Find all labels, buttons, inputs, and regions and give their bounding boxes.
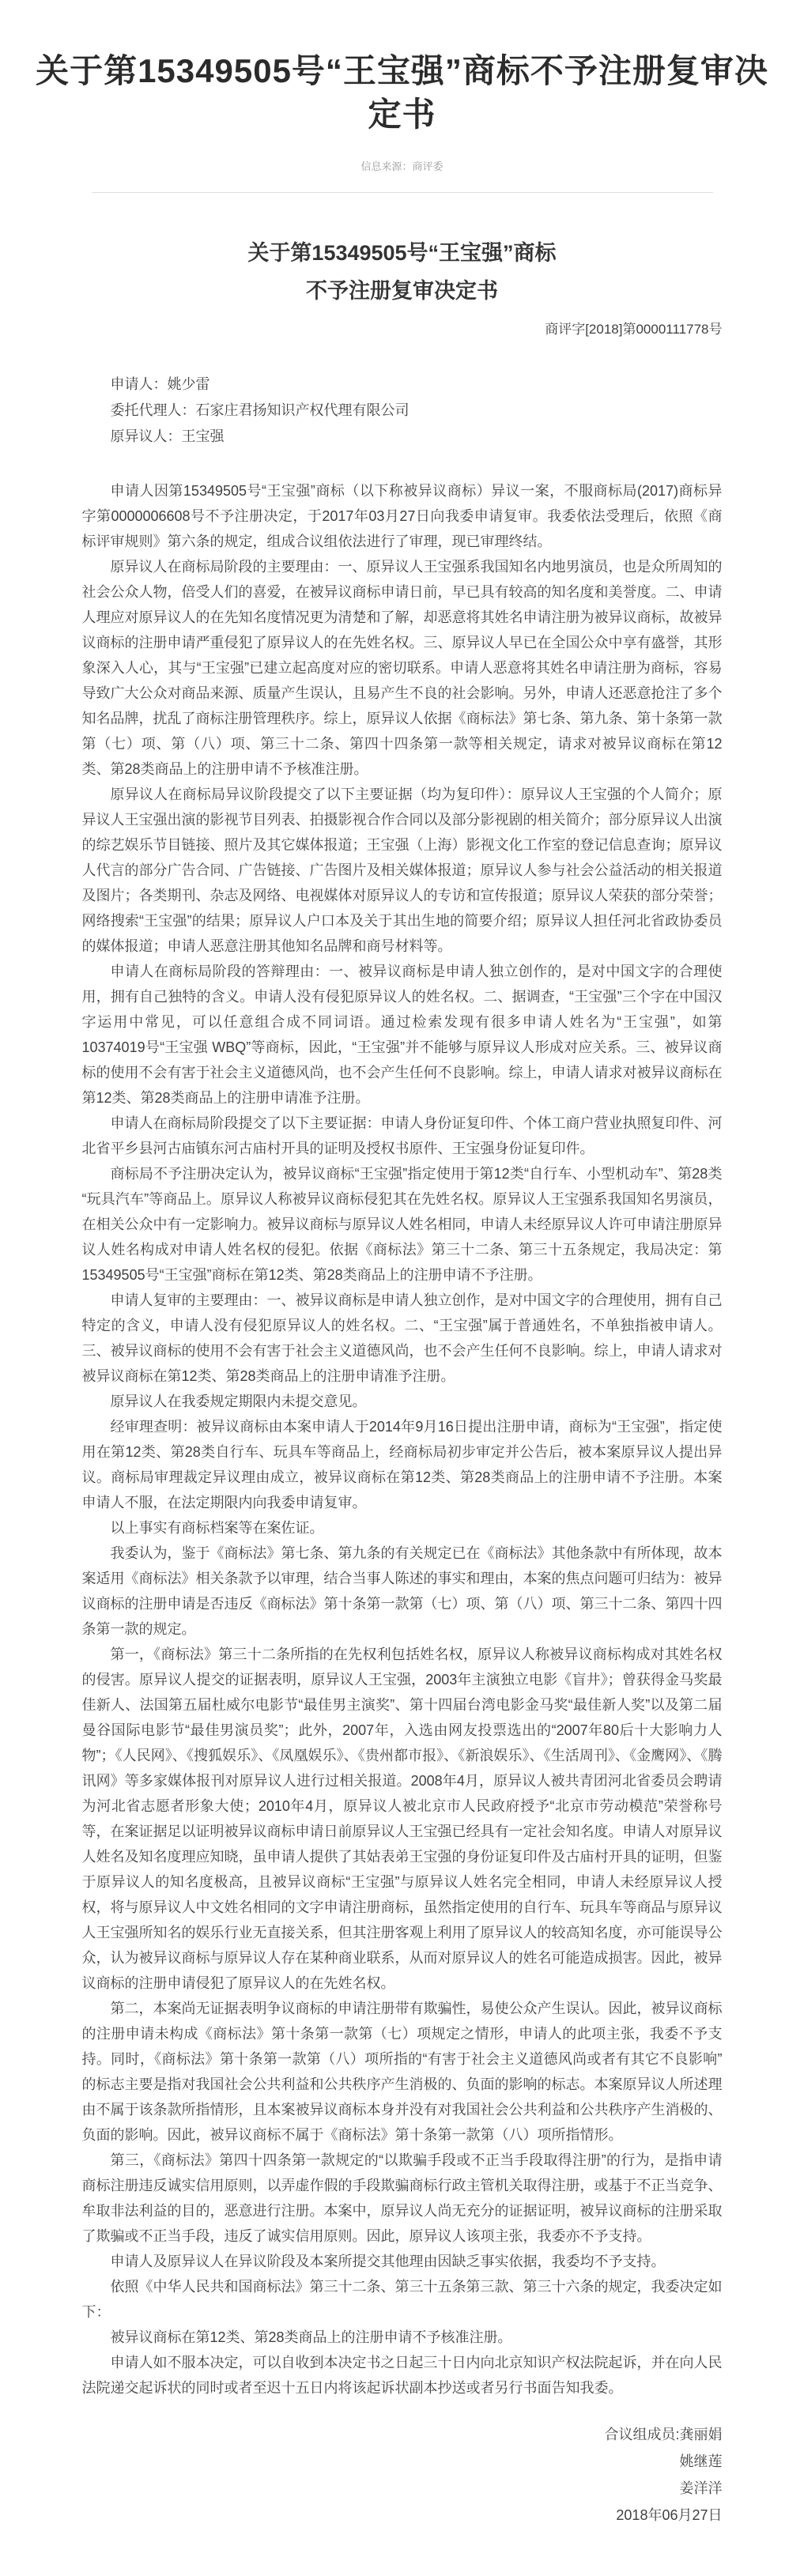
paragraph: 原异议人在我委规定期限内未提交意见。 [110,1394,367,1410]
decision-date: 2018年06月27日 [616,2507,723,2524]
party-original-opponent: 原异议人：王宝强 [110,428,225,445]
article-header [23,0,782,173]
party-applicant: 申请人：姚少雷 [110,376,210,393]
paragraph: 申请人因第15349505号“王宝强”商标（以下称被异议商标）异议一案，不服商标局(2017)商标异字第0000006608号不予注册决定，于2017年03月27日向我委申请复审。我委依法受理后，依照《商标评审规则》第六条的规定，组成合议组依法进行了审理，现已审理终结。 [81,483,723,550]
paragraph: 申请人复审的主要理由：一、被异议商标是申请人独立创作，是对中国文字的合理使用，拥有自己特定的含义，申请人没有侵犯原异议人的姓名权。二、“王宝强”属于普通姓名，不单独指被申请人。三、被异议商标的使用不会有害于社会主义道德风尚，也不会产生任何不良影响。综上，申请人请求对被异议商标在第12类、第28类商品上的注册申请准予注册。 [81,1292,723,1385]
paragraph: 申请人如不服本决定，可以自收到本决定书之日起三十日内向北京知识产权法院起诉，并在向人民法院递交起诉状的同时或者至迟十五日内将该起诉状副本抄送或者另行书面告知我委。 [81,2355,723,2397]
paragraph: 申请人在商标局阶段的答辩理由：一、被异议商标是申请人独立创作的，是对中国文字的合理使用，拥有自己独特的含义。申请人没有侵犯原异议人的姓名权。二、据调查，“王宝强”三个字在中国汉字运用中常见，可以任意组合成不同词语。通过检索发现有很多申请人姓名为“王宝强”，如第10374019号“王宝强 WBQ”等商标，因此，“王宝强”并不能够与原异议人形成对应关系。三、被异议商标的使用不会有害于社会主义道德风尚，也不会产生任何不良影响。综上，申请人请求对被异议商标在第12类、第28类商品上的注册申请准予注册。 [81,964,723,1107]
source-label: 信息来源：商评委 [360,160,444,173]
paragraph: 经审理查明：被异议商标由本案申请人于2014年9月16日提出注册申请，商标为“王宝强”，指定使用在第12类、第28类自行车、玩具车等商品上，经商标局初步审定并公告后，被本案原异议人提出异议。商标局审理裁定异议理由成立，被异议商标在第12类、第28类商品上的注册申请不予注册。本案申请人不服，在法定期限内向我委申请复审。 [81,1419,723,1511]
parties-block [82,372,723,450]
paragraph: 第二，本案尚无证据表明争议商标的申请注册带有欺骗性，易使公众产生误认。因此，被异议商标的注册申请未构成《商标法》第十条第一款第（七）项规定之情形，申请人的此项主张，我委不予支持。同时，《商标法》第十条第一款第（八）项所指的“有害于社会主义道德风尚或者有其它不良影响”的标志主要是指对我国社会公共利益和公共秩序产生消极的、负面的影响的标志。本案原异议人所述理由不属于该条款所指情形，且本案被异议商标本身并没有对我国社会公共利益和公共秩序产生消极的、负面的影响。因此，被异议商标不属于《商标法》第十条第一款第（八）项所指情形。 [81,2001,723,2144]
decision-document [82,237,723,2576]
paragraph: 原异议人在商标局异议阶段提交了以下主要证据（均为复印件）：原异议人王宝强的个人简介；原异议人王宝强出演的影视节目列表、拍摄影视合作合同以及部分影视剧的相关简介；部分原异议人出演的综艺娱乐节目链接、照片及其它媒体报道；王宝强（上海）影视文化工作室的登记信息查询；原异议人代言的部分广告合同、广告链接、广告图片及相关媒体报道；原异议人参与社会公益活动的相关报道及图片；各类期刊、杂志及网络、电视媒体对原异议人的专访和宣传报道；原异议人荣获的部分荣誉；网络搜索“王宝强”的结果；原异议人户口本及关于其出生地的简要介绍；原异议人担任河北省政协委员的媒体报道；申请人恶意注册其他知名品牌和商号材料等。 [81,786,723,955]
header-divider [92,192,713,193]
paragraph: 申请人及原异议人在异议阶段及本案所提交其他理由因缺乏事实依据，我委均不予支持。 [110,2254,666,2270]
paragraph: 依照《中华人民共和国商标法》第三十二条、第三十五条第三款、第三十六条的规定，我委决定如下： [81,2279,723,2321]
paragraph: 第三，《商标法》第四十四条第一款规定的“以欺骗手段或不正当手段取得注册”的行为，是指申请商标注册违反诚实信用原则，以弄虚作假的手段欺骗商标行政主管机关取得注册，或基于不正当竞争、牟取非法利益的目的，恶意进行注册。本案中，原异议人尚无充分的证据证明，被异议商标的注册采取了欺骗或不正当手段，违反了诚实信用原则。因此，原异议人该项主张，我委亦不予支持。 [81,2152,723,2245]
doc-number: 商评字[2018]第0000111778号 [545,322,723,338]
document-body [82,478,723,2401]
doc-heading-line1: 关于第15349505号“王宝强”商标 [247,241,557,266]
paragraph: 我委认为，鉴于《商标法》第七条、第九条的有关规定已在《商标法》其他条款中有所体现，故本案适用《商标法》相关条款予以审理，结合当事人陈述的事实和理由，本案的焦点问题可归结为：被异议商标的注册申请是否违反《商标法》第十条第一款第（七）项、第（八）项、第三十二条、第四十四条第一款的规定。 [81,1545,723,1638]
signature-block [82,2421,723,2529]
party-agent: 委托代理人：石家庄君扬知识产权代理有限公司 [110,402,410,419]
doc-heading-line2: 不予注册复审决定书 [306,279,498,304]
panel-member-line: 姜洋洋 [679,2480,723,2497]
paragraph: 商标局不予注册决定认为，被异议商标“王宝强”指定使用于第12类“自行车、小型机动车”、第28类“玩具汽车”等商品上。原异议人称被异议商标侵犯其在先姓名权。原异议人王宝强系我国知名男演员，在相关公众中有一定影响力。被异议商标与原异议人姓名相同，申请人未经原异议人许可申请注册原异议人姓名构成对申请人姓名权的侵犯。依据《商标法》第三十二条、第三十五条规定，我局决定：第15349505号“王宝强”商标在第12类、第28类商品上的注册申请不予注册。 [81,1166,723,1284]
panel-member-line: 姚继莲 [679,2453,723,2470]
paragraph: 第一，《商标法》第三十二条所指的在先权利包括姓名权，原异议人称被异议商标构成对其姓名权的侵害。原异议人提交的证据表明，原异议人王宝强，2003年主演独立电影《盲井》；曾获得金马奖最佳新人、法国第五届杜威尔电影节“最佳男主演奖”、第十四届台湾电影金马奖“最佳新人奖”以及第二届曼谷国际电影节“最佳男演员奖”；此外，2007年，入选由网友投票选出的“2007年80后十大影响力人物”；《人民网》、《搜狐娱乐》、《凤凰娱乐》、《贵州都市报》、《新浪娱乐》、《生活周刊》、《金鹰网》、《腾讯网》等多家媒体报刊对原异议人进行过相关报道。2008年4月，原异议人被共青团河北省委员会聘请为河北省志愿者形象大使；2010年4月，原异议人被北京市人民政府授予“北京市劳动模范”荣誉称号等，在案证据足以证明被异议商标申请日前原异议人王宝强已经具有一定社会知名度。申请人对原异议人姓名及知名度理应知晓，虽申请人提供了其姑表弟王宝强的身份证复印件及古庙村开具的证明，但鉴于原异议人的知名度极高，且被异议商标“王宝强”与原异议人姓名完全相同，申请人未经原异议人授权，将与原异议人中文姓名相同的文字申请注册商标，虽然指定使用的自行车、玩具车等商品与原异议人王宝强所知名的娱乐行业无直接关系，但其注册客观上利用了原异议人的较高知名度，亦可能误导公众，认为被异议商标与原异议人存在某种商业联系，从而对原异议人的姓名可能造成损害。因此，被异议商标的注册申请侵犯了原异议人的在先姓名权。 [81,1646,723,1992]
paragraph: 申请人在商标局阶段提交了以下主要证据：申请人身份证复印件、个体工商户营业执照复印件、河北省平乡县河古庙镇东河古庙村开具的证明及授权书原件、王宝强身份证复印件。 [81,1115,723,1157]
panel-member-line: 合议组成员:龚丽娟 [604,2427,723,2443]
paragraph: 以上事实有商标档案等在案佐证。 [110,1520,324,1537]
page-title: 关于第15349505号“王宝强”商标不予注册复审决定书 [36,52,768,134]
paragraph: 被异议商标在第12类、第28类商品上的注册申请不予核准注册。 [110,2329,512,2346]
paragraph: 原异议人在商标局阶段的主要理由：一、原异议人王宝强系我国知名内地男演员，也是众所周知的社会公众人物，倍受人们的喜爱，在被异议商标申请日前，早已具有较高的知名度和美誉度。二、申请人理应对原异议人的在先知名度情况更为清楚和了解，却恶意将其姓名申请注册为被异议商标，故被异议商标的注册申请严重侵犯了原异议人的在先姓名权。三、原异议人早已在全国公众中享有盛誉，其形象深入人心，其与“王宝强”已建立起高度对应的密切联系。申请人恶意将其姓名申请注册为商标，容易导致广大公众对商品来源、质量产生误认，且易产生不良的社会影响。另外，申请人还恶意抢注了多个知名品牌，扰乱了商标注册管理秩序。综上，原异议人依据《商标法》第七条、第九条、第十条第一款第（七）项、第（八）项、第三十二条、第四十四条第一款等相关规定，请求对被异议商标在第12类、第28类商品上的注册申请不予核准注册。 [81,559,723,778]
